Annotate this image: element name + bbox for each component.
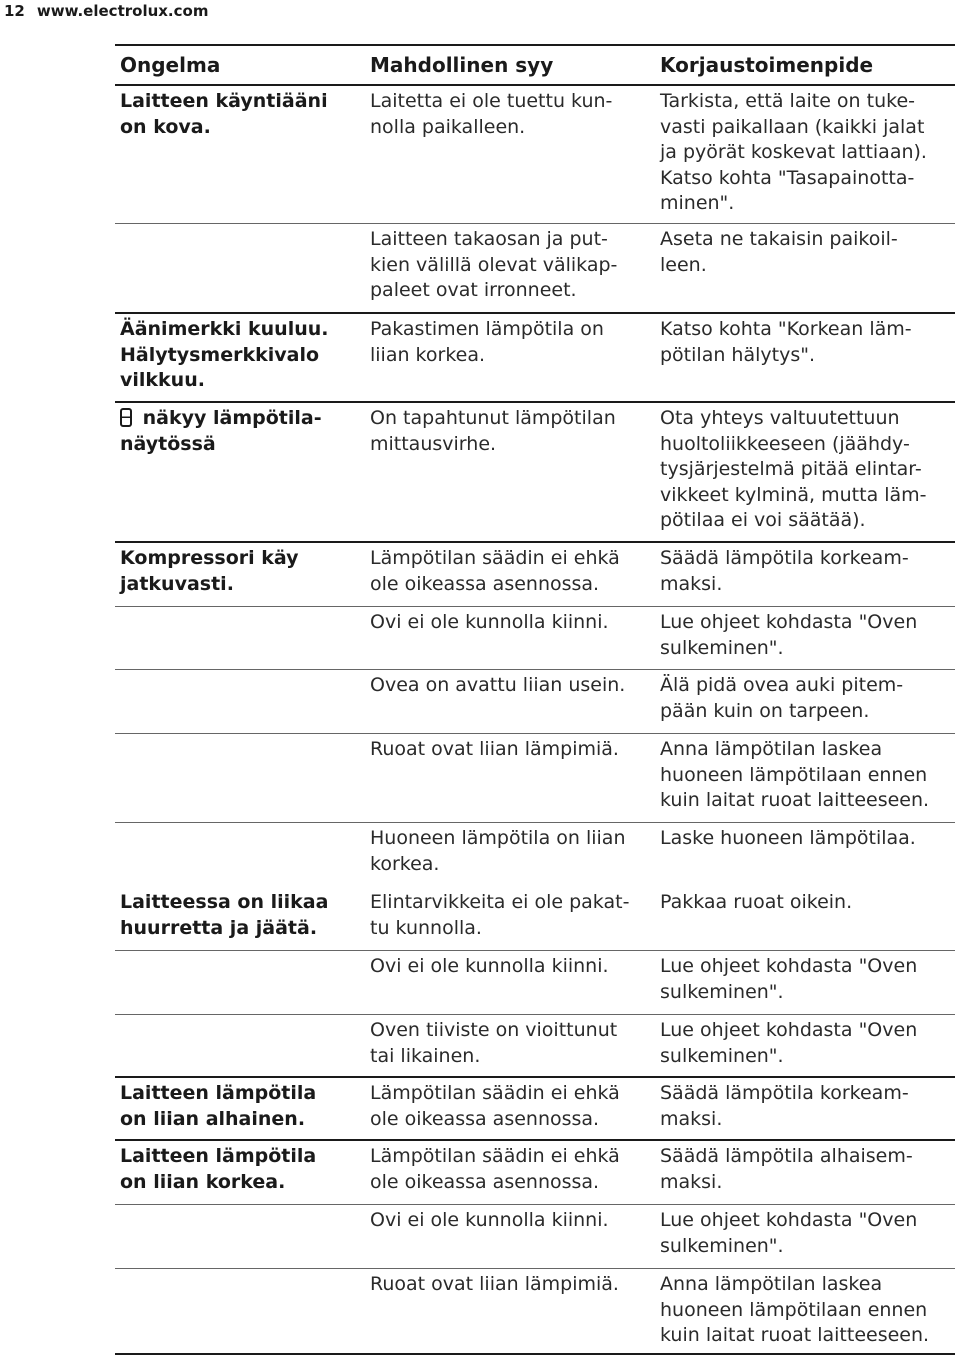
problem-cell [115,734,365,822]
remedy-cell: Lue ohjeet kohdasta "Oven sulkeminen". [660,1019,918,1067]
table-row [115,403,955,543]
remedy-cell: Anna lämpötilan laskea huoneen lämpötilaan ennen kuin laitat ruoat laitteeseen. [660,1273,930,1347]
cause-cell: Ruoat ovat liian lämpimiä. [370,1273,619,1295]
remedy-cell: Lue ohjeet kohdasta "Oven sulkeminen". [660,955,918,1003]
table-row [115,224,955,314]
column-header-remedy: Korjaustoimenpide [660,53,874,77]
site-url: www.electrolux.com [36,2,209,20]
table-row [115,734,955,823]
remedy-cell: Lue ohjeet kohdasta "Oven sulkeminen". [660,1209,918,1257]
cause-cell: Laitetta ei ole tuettu kun- nolla paikalleen. [370,90,613,138]
table-row [115,670,955,734]
table-row [115,887,955,951]
column-header-problem: Ongelma [120,53,221,77]
cause-cell: Lämpötilan säädin ei ehkä ole oikeassa asennossa. [370,1145,620,1193]
page-number: 12 [4,2,25,20]
problem-text: näkyy lämpötila- näytössä [120,407,322,455]
table-row [115,1141,955,1205]
remedy-cell: Älä pidä ovea auki pitem- pään kuin on tarpeen. [660,674,904,722]
cause-cell: On tapahtunut lämpötilan mittausvirhe. [370,407,616,455]
cause-cell: Pakastimen lämpötila on liian korkea. [370,318,604,366]
remedy-cell: Säädä lämpötila korkeam- maksi. [660,1082,909,1130]
remedy-cell: Anna lämpötilan laskea huoneen lämpötilaan ennen kuin laitat ruoat laitteeseen. [660,738,930,812]
problem-cell: Äänimerkki kuuluu. Hälytysmerkkivalo vilkkuu. [120,318,329,392]
remedy-cell: Tarkista, että laite on tuke- vasti paikallaan (kaikki jalat ja pyörät koskevat lattiaan). Katso kohta "Tasapainotta- minen". [660,90,927,215]
cause-cell: Lämpötilan säädin ei ehkä ole oikeassa asennossa. [370,547,620,595]
remedy-cell: Lue ohjeet kohdasta "Oven sulkeminen". [660,611,918,659]
problem-cell [115,607,365,669]
table-row [115,951,955,1015]
cause-cell: Laitteen takaosan ja put- kien välillä olevat välikap- paleet ovat irronneet. [370,228,618,302]
cause-cell: Elintarvikkeita ei ole pakat- tu kunnolla. [370,891,630,939]
problem-cell: Laitteen lämpötila on liian korkea. [120,1145,317,1193]
cause-cell: Ovea on avattu liian usein. [370,674,626,696]
table-row [115,86,955,224]
problem-cell [115,1205,365,1268]
problem-cell: Kompressori käy jatkuvasti. [120,547,299,595]
cause-cell: Huoneen lämpötila on liian korkea. [370,827,626,875]
table-row [115,1269,955,1355]
cause-cell: Ovi ei ole kunnolla kiinni. [370,1209,609,1231]
remedy-cell: Säädä lämpötila korkeam- maksi. [660,547,909,595]
problem-cell [115,823,365,887]
temperature-error-symbol-icon [120,408,132,427]
table-row [115,1205,955,1269]
problem-cell [115,670,365,733]
remedy-cell: Ota yhteys valtuutettuun huoltoliikkeeseen (jäähdy- tysjärjestelmä pitää elintar- vikkeet kylminä, mutta läm- pötilaa ei voi säätää). [660,407,927,532]
table-row [115,314,955,403]
cause-cell: Ovi ei ole kunnolla kiinni. [370,611,609,633]
table-row [115,823,955,887]
table-row [115,1015,955,1078]
remedy-cell: Aseta ne takaisin paikoil- leen. [660,228,898,276]
problem-cell [115,951,365,1014]
cause-cell: Ovi ei ole kunnolla kiinni. [370,955,609,977]
problem-cell: Laitteen käyntiääni on kova. [120,90,328,138]
cause-cell: Oven tiiviste on vioittunut tai likainen. [370,1019,618,1067]
problem-cell [115,1269,365,1353]
cause-cell: Lämpötilan säädin ei ehkä ole oikeassa asennossa. [370,1082,620,1130]
page-header [4,2,208,20]
problem-cell: Laitteessa on liikaa huurretta ja jäätä. [120,891,329,939]
table-row [115,543,955,607]
remedy-cell: Pakkaa ruoat oikein. [660,891,853,913]
remedy-cell: Katso kohta "Korkean läm- pötilan hälytys". [660,318,912,366]
column-header-cause: Mahdollinen syy [370,53,554,77]
table-header [115,46,955,86]
troubleshooting-table [115,44,955,1355]
table-row [115,607,955,670]
remedy-cell: Laske huoneen lämpötilaa. [660,827,916,849]
problem-cell [115,1015,365,1076]
remedy-cell: Säädä lämpötila alhaisem- maksi. [660,1145,913,1193]
problem-cell [115,224,365,312]
cause-cell: Ruoat ovat liian lämpimiä. [370,738,619,760]
table-row [115,1078,955,1141]
problem-cell [115,403,365,541]
problem-cell: Laitteen lämpötila on liian alhainen. [120,1082,317,1130]
